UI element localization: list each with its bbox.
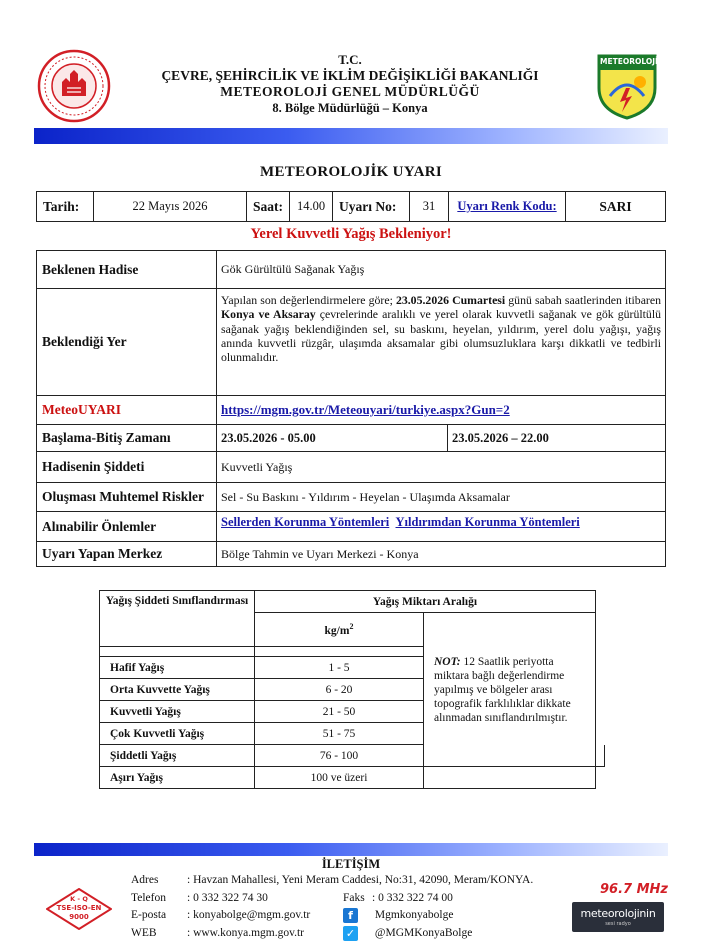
contact-title: İLETİŞİM	[321, 857, 381, 871]
tse-certification-logo: K - Q TSE-ISO-EN 9000	[46, 888, 112, 930]
radio-logo	[572, 902, 664, 932]
table-row: Orta Kuvvette Yağış 6 - 20	[100, 679, 605, 701]
center-value: Bölge Tahmin ve Uyarı Merkezi - Konya	[217, 542, 666, 567]
lightning-protection-link[interactable]: Yıldırımdan Korunma Yöntemleri	[395, 515, 580, 529]
color-code-link[interactable]: Uyarı Renk Kodu:	[457, 199, 557, 213]
forecast-places: Konya ve Aksaray	[221, 307, 316, 322]
twitter-icon: ✓	[343, 926, 358, 941]
place-label: Beklendiği Yer	[37, 289, 217, 396]
header-ministry: ÇEVRE, ŞEHİRCİLİK VE İKLİM DEĞİŞİKLİĞİ BAKANLIĞI	[161, 68, 539, 83]
end-time: 23.05.2026 – 22.00	[448, 425, 666, 452]
phone-value: : 0 332 322 74 30	[187, 892, 268, 904]
risks-value: Sel - Su Baskını - Yıldırım - Heyelan - Ulaşımda Aksamalar	[217, 483, 666, 512]
color-code-value: SARI	[566, 192, 666, 222]
measures-label: Alınabilir Önlemler	[37, 512, 217, 542]
date-label: Tarih:	[37, 192, 94, 222]
date-value: 22 Mayıs 2026	[94, 192, 247, 222]
warning-no-value: 31	[410, 192, 449, 222]
warning-headline: Yerel Kuvvetli Yağış Bekleniyor!	[250, 226, 452, 242]
table-row: Kuvvetli Yağış 21 - 50	[100, 701, 605, 723]
event-label: Beklenen Hadise	[37, 251, 217, 289]
meteouyari-link[interactable]: https://mgm.gov.tr/Meteouyari/turkiye.aspx?Gun=2	[221, 402, 510, 417]
radio-sub: sesi radyo	[605, 921, 631, 927]
time-value: 14.00	[290, 192, 333, 222]
header-tc: T.C.	[338, 52, 362, 67]
severity-value: Kuvvetli Yağış	[217, 452, 666, 483]
place-description: Yapılan son değerlendirmelere göre; 23.05.2026 Cumartesi günü sabah saatlerinden itibaren Konya ve Aksaray çevrelerinde aralıklı ve yerel olarak kuvvetli sağanak ve gök gürültülü sağanak yağış beklendiğinden sel, su baskını, heyelan, yıldırım, yerel dolu yağışı, yağış anında kuvvetli rüzgâr, ulaşımda aksamalar gibi olumsuzluklara karşı dikkatli ve tedbirli olunmalıdır.	[217, 289, 666, 396]
address-label: Adres	[131, 874, 159, 886]
email-label: E-posta	[131, 909, 167, 921]
table-row: Hafif Yağış 1 - 5	[100, 657, 605, 679]
ministry-logo	[36, 48, 112, 124]
start-time: 23.05.2026 - 05.00	[217, 425, 448, 452]
facebook-icon: f	[343, 908, 358, 923]
forecast-date: 23.05.2026 Cumartesi	[395, 293, 506, 307]
flood-protection-link[interactable]: Sellerden Korunma Yöntemleri	[221, 515, 390, 529]
time-label: Saat:	[247, 192, 290, 222]
severity-label: Hadisenin Şiddeti	[37, 452, 217, 483]
warning-details-table	[36, 250, 666, 567]
document-title: METEOROLOJİK UYARI	[260, 164, 442, 180]
facebook-link[interactable]: f Mgmkonyabolge	[343, 907, 453, 924]
meteouyari-label: MeteoUYARI	[37, 396, 217, 425]
web-value[interactable]: : www.konya.mgm.gov.tr	[187, 927, 305, 939]
meteoroloji-logo-text: METEOROLOJİ	[600, 57, 658, 66]
unit-header: $kg/m^2$	[255, 613, 424, 647]
warning-info-table	[36, 191, 666, 222]
meteoroloji-logo	[596, 52, 658, 120]
intensity-class-header: Yağış Şiddeti Sınıflandırması	[100, 591, 255, 647]
precipitation-intensity-table	[99, 590, 605, 789]
table-row: Şiddetli Yağış 76 - 100	[100, 745, 605, 767]
fax-value: : 0 332 322 74 00	[372, 892, 453, 904]
classification-note: NOT: 12 Saatlik periyotta miktara bağlı değerlendirme yapılmış ve bölgeler arası topografik farklılıklar dikkate alınmadan sınıflandırılmıştır.	[424, 613, 596, 767]
center-label: Uyarı Yapan Merkez	[37, 542, 217, 567]
radio-name: meteorolojinin	[580, 907, 656, 920]
email-value[interactable]: : konyabolge@mgm.gov.tr	[187, 909, 311, 921]
header-titles	[120, 52, 580, 116]
event-value: Gök Gürültülü Sağanak Yağış	[217, 251, 666, 289]
amount-range-header: Yağış Miktarı Aralığı	[255, 591, 596, 613]
fax-label: Faks	[343, 892, 365, 904]
address-value: : Havzan Mahallesi, Yeni Meram Caddesi, No:31, 42090, Meram/KONYA.	[187, 874, 534, 886]
radio-frequency: 96.7 MHz	[600, 882, 668, 897]
phone-label: Telefon	[131, 892, 166, 904]
header-directorate: METEOROLOJİ GENEL MÜDÜRLÜĞÜ	[220, 84, 480, 99]
table-row: Aşırı Yağış 100 ve üzeri	[100, 767, 605, 789]
header-region: 8. Bölge Müdürlüğü – Konya	[272, 101, 428, 115]
web-label: WEB	[131, 927, 157, 939]
warning-no-label: Uyarı No:	[333, 192, 410, 222]
header-bar	[34, 128, 668, 144]
twitter-link[interactable]: ✓ @MGMKonyaBolge	[343, 925, 472, 942]
period-label: Başlama-Bitiş Zamanı	[37, 425, 217, 452]
risks-label: Oluşması Muhtemel Riskler	[37, 483, 217, 512]
table-row: Çok Kuvvetli Yağış 51 - 75	[100, 723, 605, 745]
footer-bar	[34, 843, 668, 856]
